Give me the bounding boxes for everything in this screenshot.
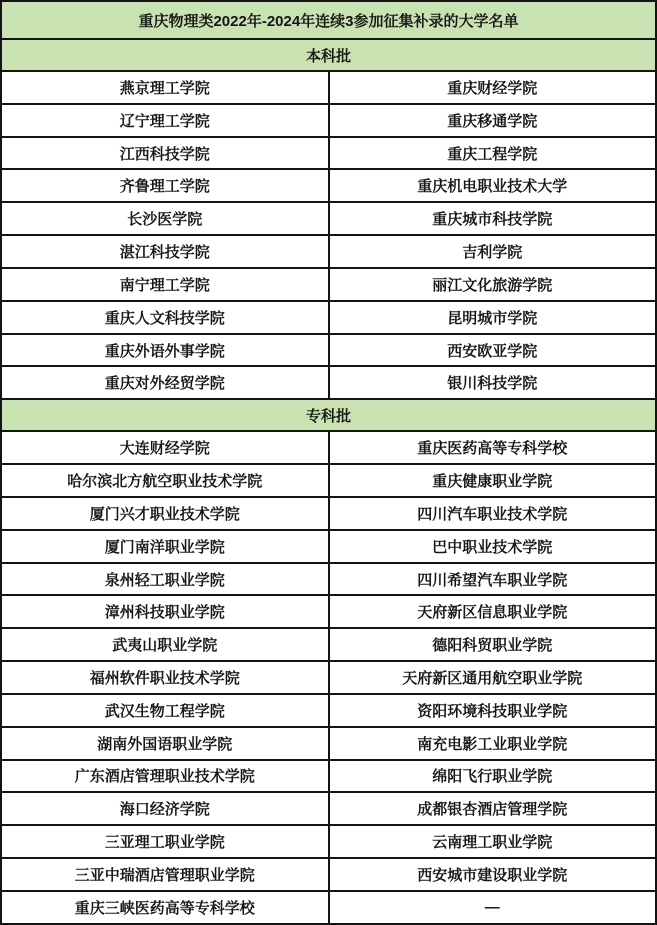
university-cell: 重庆机电职业技术大学 — [329, 169, 657, 202]
university-cell: 昆明城市学院 — [329, 301, 657, 334]
university-cell: 云南理工职业学院 — [329, 825, 657, 858]
university-cell: 漳州科技职业学院 — [1, 595, 329, 628]
title-row — [1, 1, 656, 39]
university-cell: 大连财经学院 — [1, 431, 329, 464]
university-cell: 重庆移通学院 — [329, 104, 657, 137]
university-cell: 长沙医学院 — [1, 202, 329, 235]
university-cell: 巴中职业技术学院 — [329, 530, 657, 563]
section-header-row — [1, 399, 656, 431]
university-cell: 重庆外语外事学院 — [1, 334, 329, 367]
table-row — [1, 891, 656, 924]
university-cell: 天府新区信息职业学院 — [329, 595, 657, 628]
university-cell: 江西科技学院 — [1, 137, 329, 170]
table-row — [1, 694, 656, 727]
university-cell: 银川科技学院 — [329, 366, 657, 399]
university-cell: 成都银杏酒店管理学院 — [329, 792, 657, 825]
table-row — [1, 366, 656, 399]
table-row — [1, 431, 656, 464]
university-cell: 厦门南洋职业学院 — [1, 530, 329, 563]
university-cell: 湛江科技学院 — [1, 235, 329, 268]
university-cell: 重庆工程学院 — [329, 137, 657, 170]
table-row — [1, 661, 656, 694]
university-cell: 重庆对外经贸学院 — [1, 366, 329, 399]
table-row — [1, 760, 656, 793]
university-cell: 西安城市建设职业学院 — [329, 858, 657, 891]
section-header-row — [1, 39, 656, 71]
table-row — [1, 858, 656, 891]
university-cell: 重庆财经学院 — [329, 71, 657, 104]
table-row — [1, 563, 656, 596]
university-cell: 海口经济学院 — [1, 792, 329, 825]
university-cell: — — [329, 891, 657, 924]
university-cell: 湖南外国语职业学院 — [1, 727, 329, 760]
table-row — [1, 169, 656, 202]
table-row — [1, 268, 656, 301]
table-title: 重庆物理类2022年-2024年连续3参加征集补录的大学名单 — [1, 1, 656, 39]
university-cell: 福州软件职业技术学院 — [1, 661, 329, 694]
university-cell: 资阳环境科技职业学院 — [329, 694, 657, 727]
university-cell: 燕京理工学院 — [1, 71, 329, 104]
table-row — [1, 301, 656, 334]
university-cell: 哈尔滨北方航空职业技术学院 — [1, 464, 329, 497]
university-cell: 吉利学院 — [329, 235, 657, 268]
table-row — [1, 595, 656, 628]
university-cell: 辽宁理工学院 — [1, 104, 329, 137]
table-row — [1, 71, 656, 104]
table-row — [1, 792, 656, 825]
table-row — [1, 104, 656, 137]
university-cell: 南宁理工学院 — [1, 268, 329, 301]
university-cell: 武夷山职业学院 — [1, 628, 329, 661]
university-cell: 德阳科贸职业学院 — [329, 628, 657, 661]
university-cell: 四川汽车职业技术学院 — [329, 497, 657, 530]
university-cell: 重庆城市科技学院 — [329, 202, 657, 235]
table-row — [1, 235, 656, 268]
university-cell: 武汉生物工程学院 — [1, 694, 329, 727]
university-cell: 重庆三峡医药高等专科学校 — [1, 891, 329, 924]
university-cell: 丽江文化旅游学院 — [329, 268, 657, 301]
table-row — [1, 137, 656, 170]
university-cell: 重庆人文科技学院 — [1, 301, 329, 334]
university-cell: 厦门兴才职业技术学院 — [1, 497, 329, 530]
university-cell: 齐鲁理工学院 — [1, 169, 329, 202]
university-cell: 四川希望汽车职业学院 — [329, 563, 657, 596]
section-header: 专科批 — [1, 399, 656, 431]
section-header: 本科批 — [1, 39, 656, 71]
table-row — [1, 202, 656, 235]
university-cell: 广东酒店管理职业技术学院 — [1, 760, 329, 793]
university-cell: 西安欧亚学院 — [329, 334, 657, 367]
table-row — [1, 497, 656, 530]
university-cell: 泉州轻工职业学院 — [1, 563, 329, 596]
university-cell: 南充电影工业职业学院 — [329, 727, 657, 760]
table-row — [1, 825, 656, 858]
table-row — [1, 334, 656, 367]
table-row — [1, 727, 656, 760]
university-cell: 三亚中瑞酒店管理职业学院 — [1, 858, 329, 891]
table-row — [1, 628, 656, 661]
university-cell: 绵阳飞行职业学院 — [329, 760, 657, 793]
table-body — [1, 1, 656, 924]
university-cell: 三亚理工职业学院 — [1, 825, 329, 858]
university-cell: 重庆医药高等专科学校 — [329, 431, 657, 464]
table-row — [1, 464, 656, 497]
university-cell: 天府新区通用航空职业学院 — [329, 661, 657, 694]
university-cell: 重庆健康职业学院 — [329, 464, 657, 497]
table-row — [1, 530, 656, 563]
